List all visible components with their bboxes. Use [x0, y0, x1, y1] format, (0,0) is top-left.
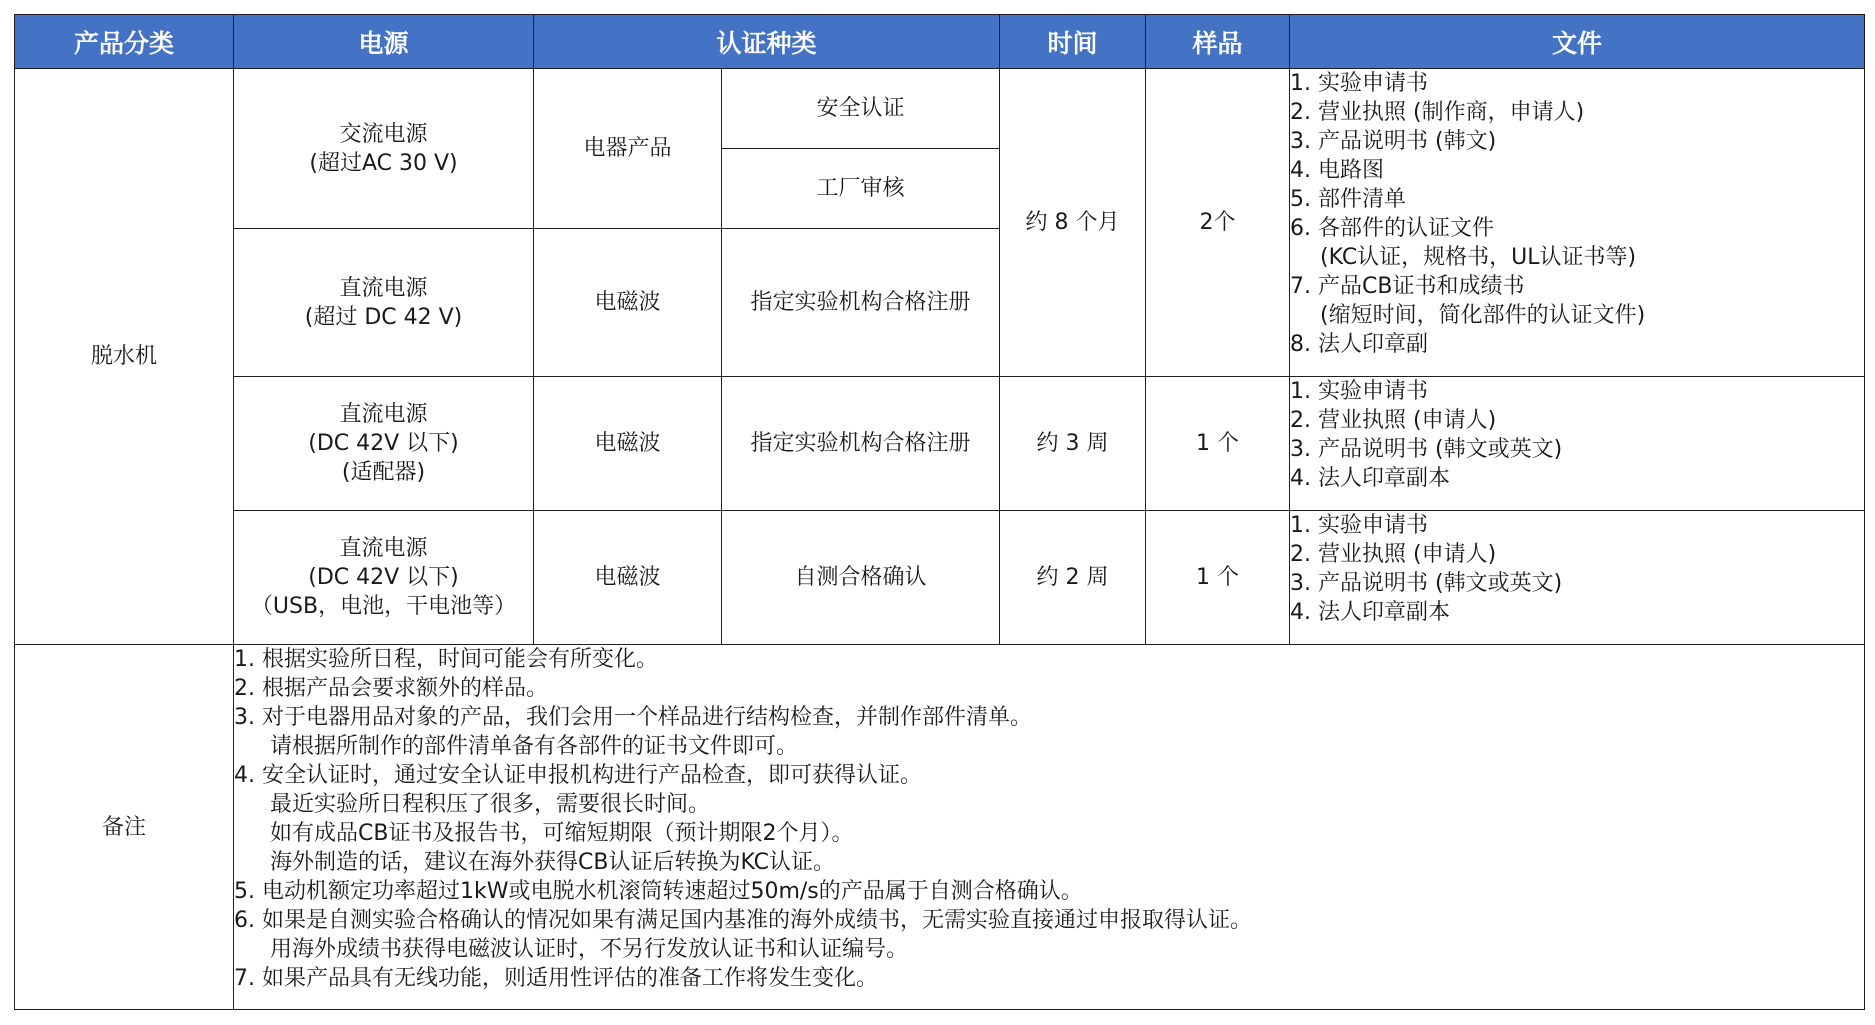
power-note: （USB，电池，干电池等）	[250, 594, 517, 619]
file-item: 2. 营业执照 (制作商，申请人)	[1290, 100, 1585, 125]
files-cell	[1290, 377, 1865, 511]
power-ac-cell	[234, 69, 534, 229]
file-item: 7. 产品CB证书和成绩书	[1290, 274, 1525, 299]
note-item: 最近实验所日程积压了很多，需要很长时间。	[270, 792, 711, 817]
file-item: 2. 营业执照 (申请人)	[1290, 408, 1497, 433]
power-ac-label: 交流电源	[339, 121, 428, 147]
file-item: 3. 产品说明书 (韩文)	[1290, 129, 1497, 154]
cert-group-emc: 电磁波	[534, 511, 722, 645]
file-item: 1. 实验申请书	[1290, 379, 1428, 404]
note-item: 6. 如果是自测实验合格确认的情况如果有满足国内基准的海外成绩书，无需实验直接通过申报取得认证。	[234, 908, 1252, 933]
notes-cell	[234, 645, 1865, 1010]
header-time: 时间	[1000, 15, 1146, 69]
header-power: 电源	[234, 15, 534, 69]
power-cell	[234, 511, 534, 645]
note-item: 7. 如果产品具有无线功能，则适用性评估的准备工作将发生变化。	[234, 966, 878, 991]
time-cell: 约 2 周	[1000, 511, 1146, 645]
power-spec: (DC 42V 以下)	[308, 565, 459, 590]
power-ac-spec: (超过AC 30 V)	[309, 150, 458, 176]
file-item: 4. 电路图	[1290, 158, 1384, 183]
cert-group-emc: 电磁波	[534, 229, 722, 377]
file-item: 5. 部件清单	[1290, 187, 1406, 212]
note-item: 海外制造的话，建议在海外获得CB认证后转换为KC认证。	[270, 850, 836, 875]
file-item: (缩短时间，简化部件的认证文件)	[1320, 303, 1646, 328]
header-row	[15, 15, 1865, 69]
file-item: (KC认证，规格书，UL认证书等)	[1320, 245, 1637, 270]
table-row	[15, 377, 1865, 511]
product-category-cell: 脱水机	[15, 69, 234, 645]
cert-factory: 工厂审核	[722, 149, 1000, 229]
time-cell: 约 8 个月	[1000, 69, 1146, 377]
note-item: 请根据所制作的部件清单备有各部件的证书文件即可。	[270, 734, 799, 759]
power-cell	[234, 377, 534, 511]
header-category: 产品分类	[15, 15, 234, 69]
header-files: 文件	[1290, 15, 1865, 69]
cert-emc: 指定实验机构合格注册	[722, 229, 1000, 377]
sample-cell: 2个	[1146, 69, 1290, 377]
power-spec: (DC 42V 以下)	[308, 431, 459, 456]
file-item: 3. 产品说明书 (韩文或英文)	[1290, 571, 1563, 596]
note-item: 1. 根据实验所日程，时间可能会有所变化。	[234, 647, 658, 672]
files-cell	[1290, 69, 1865, 377]
certification-table	[14, 14, 1865, 1010]
sample-cell: 1 个	[1146, 511, 1290, 645]
time-cell: 约 3 周	[1000, 377, 1146, 511]
power-note: (适配器)	[341, 460, 426, 485]
table-row	[15, 69, 1865, 149]
cert-group-electrical: 电器产品	[534, 69, 722, 229]
note-item: 4. 安全认证时，通过安全认证申报机构进行产品检查，即可获得认证。	[234, 763, 922, 788]
note-item: 用海外成绩书获得电磁波认证时，不另行发放认证书和认证编号。	[270, 937, 909, 962]
cert-group-emc: 电磁波	[534, 377, 722, 511]
file-item: 6. 各部件的认证文件	[1290, 216, 1494, 241]
power-dc-spec: (超过 DC 42 V)	[304, 304, 463, 330]
header-sample: 样品	[1146, 15, 1290, 69]
table-row	[15, 511, 1865, 645]
note-item: 5. 电动机额定功率超过1kW或电脱水机滚筒转速超过50m/s的产品属于自测合格确认。	[234, 879, 1083, 904]
power-label: 直流电源	[339, 536, 428, 561]
note-item: 如有成品CB证书及报告书，可缩短期限（预计期限2个月）。	[270, 821, 854, 846]
power-dc-label: 直流电源	[339, 275, 428, 301]
file-item: 3. 产品说明书 (韩文或英文)	[1290, 437, 1563, 462]
file-item: 4. 法人印章副本	[1290, 600, 1450, 625]
cert-emc: 指定实验机构合格注册	[722, 377, 1000, 511]
file-item: 1. 实验申请书	[1290, 513, 1428, 538]
file-item: 2. 营业执照 (申请人)	[1290, 542, 1497, 567]
cert-self-test: 自测合格确认	[722, 511, 1000, 645]
file-item: 8. 法人印章副	[1290, 332, 1428, 357]
note-item: 3. 对于电器用品对象的产品，我们会用一个样品进行结构检查，并制作部件清单。	[234, 705, 1032, 730]
power-label: 直流电源	[339, 402, 428, 427]
note-item: 2. 根据产品会要求额外的样品。	[234, 676, 548, 701]
notes-label: 备注	[15, 645, 234, 1010]
header-cert-type: 认证种类	[534, 15, 1000, 69]
cert-safety: 安全认证	[722, 69, 1000, 149]
notes-row	[15, 645, 1865, 1010]
sample-cell: 1 个	[1146, 377, 1290, 511]
file-item: 4. 法人印章副本	[1290, 466, 1450, 491]
files-cell	[1290, 511, 1865, 645]
file-item: 1. 实验申请书	[1290, 71, 1428, 96]
power-dc-cell	[234, 229, 534, 377]
